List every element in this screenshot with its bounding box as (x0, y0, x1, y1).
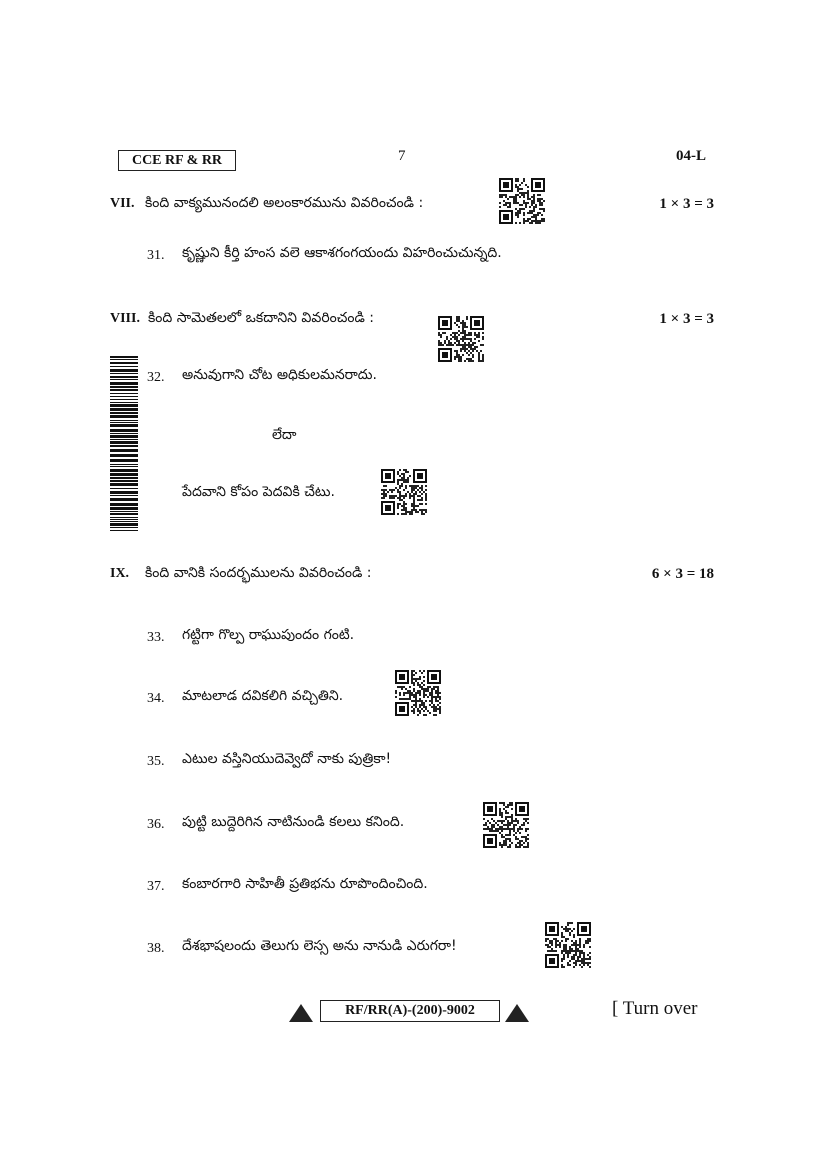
qr-code-icon (395, 670, 441, 716)
footer-code-box: RF/RR(A)-(200)-9002 (320, 1000, 500, 1022)
triangle-marker-icon (289, 1004, 313, 1022)
question-number: 38. (147, 941, 165, 956)
qr-code-icon (545, 922, 591, 968)
question-number: 36. (147, 817, 165, 832)
question-number: 37. (147, 879, 165, 894)
section-number-ix: IX. (110, 566, 130, 581)
question-text: కంబారగారి సాహితీ ప్రతిభను రూపొందించింది. (182, 876, 428, 892)
question-text: కృష్ణుని కీర్తి హంస వలె ఆకాశగంగయందు విహరించుచున్నది. (182, 245, 502, 261)
question-text: గట్టిగా గొల్ప రాఘుపుందం గంటి. (182, 627, 355, 643)
qr-code-icon (381, 469, 427, 515)
or-separator: లేదా (272, 427, 297, 443)
section-number-viii: VIII. (110, 311, 140, 326)
question-number: 31. (147, 248, 165, 263)
question-number: 34. (147, 691, 165, 706)
page-number: 7 (398, 148, 406, 164)
question-text: పుట్టి బుద్దెరిగిన నాటినుండి కలలు కనింది. (182, 814, 405, 830)
question-number: 35. (147, 754, 165, 769)
barcode-icon (110, 356, 138, 532)
paper-code: 04-L (676, 148, 706, 164)
section-marks-viii: 1 × 3 = 3 (659, 311, 714, 327)
triangle-marker-icon (505, 1004, 529, 1022)
qr-code-icon (483, 802, 529, 848)
question-number: 33. (147, 630, 165, 645)
question-text: అనువుగాని చోట అధికులమనరాదు. (182, 367, 377, 383)
question-text: దేశభాషలందు తెలుగు లెస్స అను నానుడి ఎరుగరా! (182, 938, 457, 954)
section-instruction-ix: కింది వానికి సందర్భములను వివరించండి : (145, 565, 372, 581)
section-marks-ix: 6 × 3 = 18 (651, 566, 714, 582)
section-marks-vii: 1 × 3 = 3 (659, 196, 714, 212)
section-instruction-vii: కింది వాక్యమునందలి అలంకారమును వివరించండి : (145, 195, 424, 211)
qr-code-icon (499, 178, 545, 224)
question-text: మాటలాడ దవికలిగి వచ్చితిని. (182, 688, 344, 704)
question-number: 32. (147, 370, 165, 385)
question-text-alternate: పేదవాని కోపం పెదవికి చేటు. (182, 484, 335, 500)
turn-over-note: [ Turn over (612, 998, 698, 1019)
section-instruction-viii: కింది సామెతలలో ఒకదానిని వివరించండి : (148, 310, 375, 326)
question-text: ఎటుల వస్తినియుదెవ్వెదో నాకు పుత్రికా! (182, 751, 392, 767)
qr-code-icon (438, 316, 484, 362)
exam-title-box: CCE RF & RR (118, 150, 236, 171)
section-number-vii: VII. (110, 196, 135, 211)
